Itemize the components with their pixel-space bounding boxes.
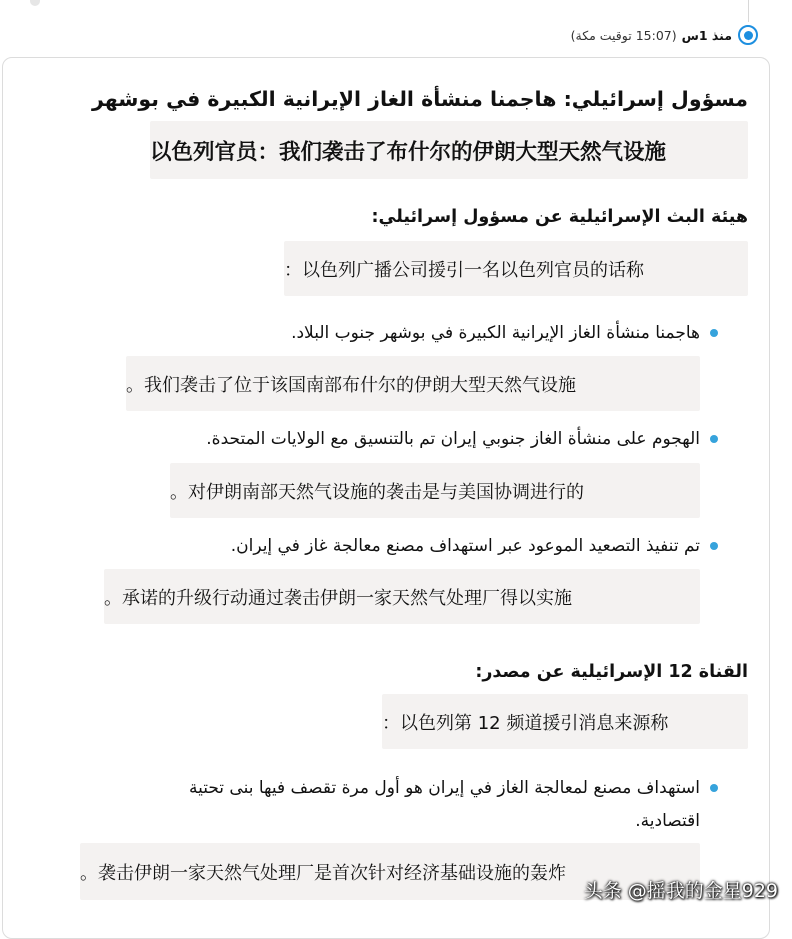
timestamp-row [571, 24, 758, 46]
time-ago: منذ 1س [681, 27, 732, 43]
bullet-4-arabic-line2: اقتصادية. [635, 811, 700, 831]
headline-arabic: مسؤول إسرائيلي: هاجمنا منشأة الغاز الإيرانية الكبيرة في بوشهر [91, 87, 748, 111]
bullet-3-arabic: تم تنفيذ التصعيد الموعود عبر استهداف مصنع معالجة غاز في إيران. [230, 536, 700, 556]
bullet-1-translation: 我们袭击了位于该国南部布什尔的伊朗大型天然气设施。 [126, 356, 700, 411]
section1-title-translation: 以色列广播公司援引一名以色列官员的话称： [284, 241, 748, 296]
section1-title-arabic: هيئة البث الإسرائيلية عن مسؤول إسرائيلي: [371, 207, 748, 227]
timeline-dot-icon [738, 25, 758, 45]
bullet-2-icon [710, 435, 718, 443]
timeline-line [748, 0, 749, 22]
watermark: 头条 @摇我的金星929 [583, 880, 778, 902]
headline-translation: 以色列官员：我们袭击了布什尔的伊朗大型天然气设施 [150, 121, 748, 179]
bullet-2-translation: 对伊朗南部天然气设施的袭击是与美国协调进行的。 [170, 463, 700, 518]
bullet-3-icon [710, 542, 718, 550]
top-edge-decoration [30, 0, 40, 6]
time-local: (15:07 توقيت مكة) [570, 27, 677, 43]
bullet-1-icon [710, 329, 718, 337]
bullet-1-arabic: هاجمنا منشأة الغاز الإيرانية الكبيرة في بوشهر جنوب البلاد. [291, 323, 700, 343]
bullet-3-translation: 承诺的升级行动通过袭击伊朗一家天然气处理厂得以实施。 [104, 569, 700, 624]
bullet-4-arabic-line1: استهداف مصنع لمعالجة الغاز في إيران هو أول مرة تقصف فيها بنى تحتية [188, 778, 700, 798]
section2-title-translation: 以色列第 12 频道援引消息来源称： [382, 694, 748, 749]
bullet-2-arabic: الهجوم على منشأة الغاز جنوبي إيران تم بالتنسيق مع الولايات المتحدة. [206, 429, 700, 449]
section2-title-arabic: القناة 12 الإسرائيلية عن مصدر: [475, 662, 748, 682]
bullet-4-icon [710, 784, 718, 792]
bullet-4-translation: 袭击伊朗一家天然气处理厂是首次针对经济基础设施的轰炸。 [80, 843, 700, 900]
